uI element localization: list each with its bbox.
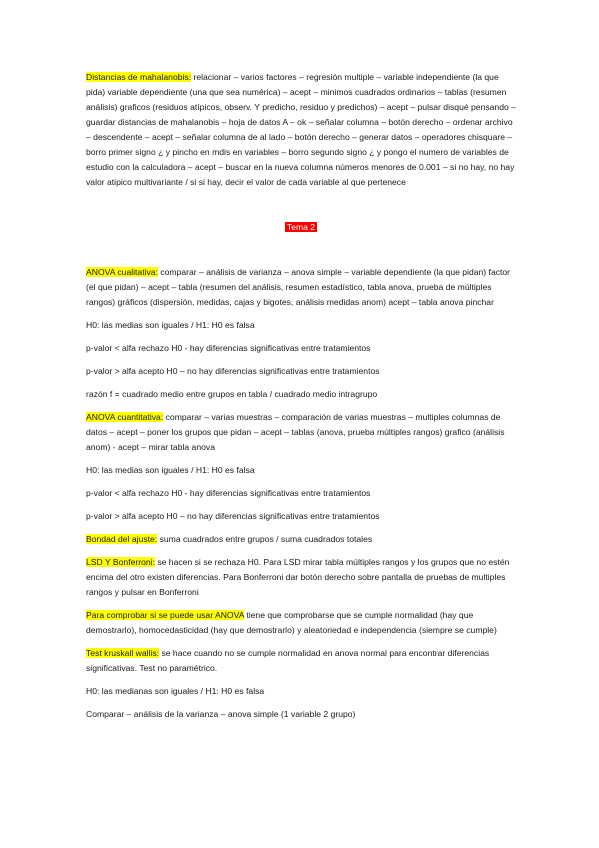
- paragraph-hypothesis: H0: las medias son iguales / H1: H0 es falsa: [86, 320, 255, 330]
- paragraph-kruskall-wallis: [86, 646, 516, 676]
- paragraph-text: suma cuadrados entre grupos / suma cuadrados totales: [157, 534, 373, 544]
- paragraph-text: relacionar – varios factores – regresión multiple – variable independiente (la que pida) variable dependiente (una que sea numérica) – acept – minimos cuadrados ordinarios – tablas (resumen análisis) graficos (residuos atípicos, observ. Y predicho, residuo y predichos) – acept – pulsar disqué pensando – guardar distancias de mahalanobis – hoja de datos A – ok – señalar columna – botón derecho – ordenar archivo – descendente – acept – señalar columna de al lado – botón derecho – generar datos – operadores chisquare – borro primer signo ¿ y pincho en mdis en variables – borro segundo signo ¿ y pongo el numero de variables de estudio con la calculadora – acept – buscar en la nueva columna números menores de 0.001 – si no hay, no hay valor atipico multivariante / si si hay, decir el valor de cada variable al que pertenece: [86, 72, 516, 187]
- highlight-label: Bondad del ajuste:: [86, 534, 158, 544]
- paragraph-lsd-bonferroni: [86, 555, 516, 600]
- paragraph-comparar: Comparar – análisis de la varianza – anova simple (1 variable 2 grupo): [86, 709, 356, 719]
- paragraph-text: comparar – análisis de varianza – anova simple – variable dependiente (la que pidan) factor (el que pidan) – acept – tabla (resumen del análisis, resumen estadístico, tabla anova, prueba de múltiples rangos) gráficos (dispersión, medidas, cajas y bigotes, análisis medidas anom) acept – tabla anova pinchar: [86, 267, 511, 307]
- highlight-label: Para comprobar si se puede usar ANOVA: [86, 610, 244, 620]
- section-heading: [86, 220, 516, 235]
- paragraph-text: se hace cuando no se cumple normalidad en anova normal para encontrar diferencias significativas. Test no paramétrico.: [86, 648, 490, 673]
- document-body: [86, 70, 516, 730]
- paragraph-mahalanobis: [86, 70, 516, 190]
- paragraph-comprobar-anova: [86, 608, 516, 638]
- highlight-label: LSD Y Bonferroni:: [86, 557, 155, 567]
- paragraph-text: tiene que comprobarse que se cumple normalidad (hay que demostrarlo), homocedasticidad (hay que demostrarlo) y aleatoriedad e independencia (siempre se cumple): [86, 610, 497, 635]
- paragraph-razon-f: razón f = cuadrado medio entre grupos en tabla / cuadrado medio intragrupo: [86, 389, 378, 399]
- highlight-label: Distancias de mahalanobis:: [86, 72, 192, 82]
- paragraph-bondad-ajuste: [86, 532, 516, 547]
- heading-text: Tema 2: [286, 222, 316, 232]
- paragraph-accept-2: p-valor > alfa acepto H0 – no hay diferencias significativas entre tratamientos: [86, 511, 380, 521]
- paragraph-text: se hacen si se rechaza H0. Para LSD mirar tabla múltiples rangos y los grupos que no estén encima del otro existen diferencias. Para Bonferroni dar botón derecho sobre pantalla de pruebas de multiples rangos y pulsar en Bonferroni: [86, 557, 510, 597]
- paragraph-hypothesis-2: H0: las medias son iguales / H1: H0 es falsa: [86, 465, 255, 475]
- paragraph-hypothesis-medianas: H0: las medianas son iguales / H1: H0 es falsa: [86, 686, 265, 696]
- highlight-label: ANOVA cuantitativa:: [86, 412, 164, 422]
- paragraph-anova-cuantitativa: [86, 410, 516, 455]
- highlight-label: Test kruskall wallis:: [86, 648, 160, 658]
- paragraph-reject-2: p-valor < alfa rechazo H0 - hay diferencias significativas entre tratamientos: [86, 488, 371, 498]
- highlight-label: ANOVA cualitativa:: [86, 267, 158, 277]
- paragraph-accept: p-valor > alfa acepto H0 – no hay diferencias significativas entre tratamientos: [86, 366, 380, 376]
- paragraph-anova-cualitativa: [86, 265, 516, 310]
- paragraph-reject: p-valor < alfa rechazo H0 - hay diferencias significativas entre tratamientos: [86, 343, 371, 353]
- paragraph-text: comparar – varias muestras – comparación de varias muestras – multiples columnas de datos – acept – poner los grupos que pidan – acept – tablas (anova, prueba múltiples rangos) grafico (análisis anom) - acept – mirar tabla anova: [86, 412, 505, 452]
